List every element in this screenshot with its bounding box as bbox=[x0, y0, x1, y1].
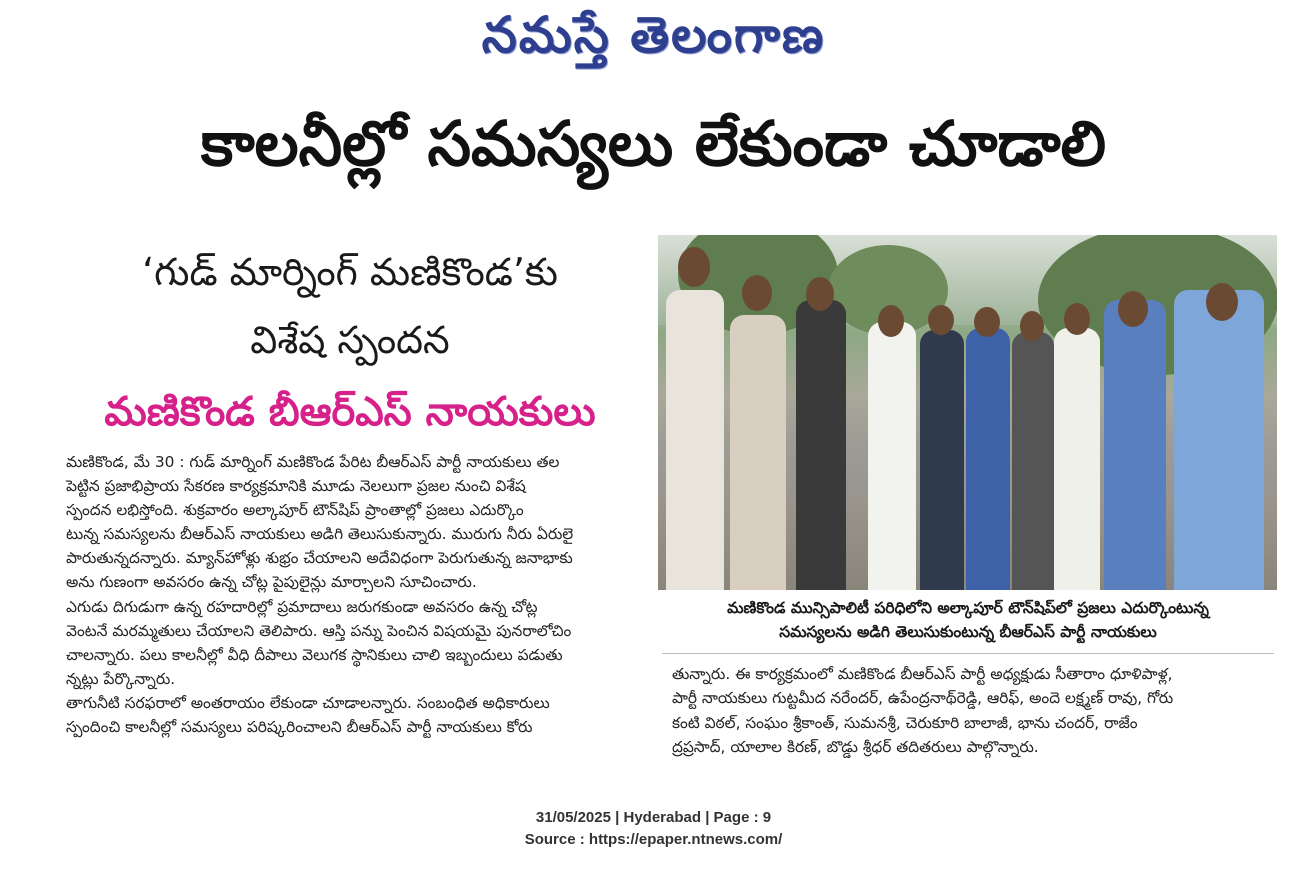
caption-divider bbox=[662, 653, 1274, 654]
article-headline: కాలనీల్లో సమస్యలు లేకుండా చూడాలి bbox=[200, 107, 1107, 180]
photo-person bbox=[666, 290, 724, 590]
photo-person bbox=[868, 322, 916, 590]
photo-person-head bbox=[928, 305, 954, 335]
body-line: తాగునీటి సరఫరాలో అంతరాయం లేకుండా చూడాలన్నారు. సంబంధిత అధికారులు bbox=[66, 693, 550, 712]
body-line: స్పందన లభిస్తోంది. శుక్రవారం అల్కాపూర్ టౌన్‌షిప్ ప్రాంతాల్లో ప్రజలు ఎదుర్కొం bbox=[66, 501, 524, 520]
photo-person-head bbox=[1064, 303, 1090, 335]
photo-person bbox=[920, 330, 964, 590]
body-line: ద్రప్రసాద్, యాలాల కిరణ్, బొడ్డు శ్రీధర్ తదితరులు పాల్గొన్నారు. bbox=[672, 738, 1039, 757]
photo-person-head bbox=[678, 247, 710, 287]
page-footer bbox=[0, 807, 1307, 851]
article-kicker: మణికొండ బీఆర్ఎస్ నాయకులు bbox=[104, 389, 596, 435]
photo-person-head bbox=[878, 305, 904, 337]
body-line: చాలన్నారు. పలు కాలనీల్లో వీధి దీపాలు వెలుగక స్థానికులు చాలి ఇబ్బందులు పడుతు bbox=[66, 645, 563, 664]
body-line: న్నట్లు పేర్కొన్నారు. bbox=[66, 669, 176, 688]
photo-person bbox=[1012, 332, 1054, 590]
photo-person bbox=[1174, 290, 1264, 590]
article-body-left-column bbox=[66, 450, 650, 739]
group-photo bbox=[658, 235, 1277, 590]
photo-person bbox=[796, 300, 846, 590]
footer-source: Source : https://epaper.ntnews.com/ bbox=[524, 831, 783, 848]
photo-caption bbox=[662, 596, 1274, 644]
body-line: స్పందించి కాలనీల్లో సమస్యలు పరిష్కరించాలని బీఆర్ఎస్ పార్టీ నాయకులు కోరు bbox=[66, 718, 533, 737]
article-subhead-line1: ‘గుడ్ మార్నింగ్ మణికొండ’కు bbox=[142, 250, 558, 294]
body-line: కంటి విఠల్, సంఘం శ్రీకాంత్, సుమనశ్రీ, చెరుకూరి బాలాజీ, భాను చందర్, రాజేం bbox=[672, 713, 1138, 732]
caption-line: మణికొండ మున్సిపాలిటీ పరిధిలోని అల్కాపూర్ టౌన్‌షిప్‌లో ప్రజలు ఎదుర్కొంటున్న bbox=[727, 599, 1209, 617]
body-line: అను గుణంగా అవసరం ఉన్న చోట్ల పైపులైన్లు మార్చాలని సూచించారు. bbox=[66, 573, 477, 592]
caption-line: సమస్యలను అడిగి తెలుసుకుంటున్న బీఆర్ఎస్ పార్టీ నాయకులు bbox=[779, 623, 1157, 641]
photo-person bbox=[730, 315, 786, 590]
photo-person bbox=[1054, 328, 1100, 590]
footer-dateline: 31/05/2025 | Hyderabad | Page : 9 bbox=[535, 809, 772, 826]
body-line: పారుతున్నదన్నారు. మ్యాన్‌హోళ్లు శుభ్రం చేయాలని అదేవిధంగా పెరుగుతున్న జనాభాకు bbox=[66, 549, 573, 568]
newspaper-masthead: నమస్తే తెలంగాణ bbox=[481, 6, 826, 64]
body-line: మణికొండ, మే 30 : గుడ్ మార్నింగ్ మణికొండ పేరిట బీఆర్ఎస్ పార్టీ నాయకులు తల bbox=[66, 453, 560, 471]
body-line: పెట్టిన ప్రజాభిప్రాయ సేకరణ కార్యక్రమానికి మూడు నెలలుగా ప్రజల నుంచి విశేష bbox=[66, 477, 526, 496]
photo-person bbox=[966, 328, 1010, 590]
body-line: వెంటనే మరమ్మతులు చేయాలని తెలిపారు. ఆస్తి పన్ను పెంచిన విషయమై పునరాలోచిం bbox=[66, 621, 572, 640]
photo-person-head bbox=[742, 275, 772, 311]
photo-person bbox=[1104, 300, 1166, 590]
article-body-right-column bbox=[672, 662, 1274, 760]
body-line: టున్న సమస్యలను బీఆర్ఎస్ నాయకులు అడిగి తెలుసుకున్నారు. మురుగు నీరు ఏరులై bbox=[66, 525, 574, 544]
body-line: ఎగుడు దిగుడుగా ఉన్న రహదారిల్లో ప్రమాదాలు జరుగకుండా అవసరం ఉన్న చోట్ల bbox=[66, 597, 538, 616]
photo-person-head bbox=[1020, 311, 1044, 341]
photo-person-head bbox=[806, 277, 834, 311]
body-line: పార్టీ నాయకులు గుట్టమీద నరేందర్, ఉపేంద్రనాథ్‌రెడ్డి, ఆరిఫ్, అందె లక్ష్మణ్ రావు, గోరు bbox=[672, 689, 1174, 708]
photo-person-head bbox=[1118, 291, 1148, 327]
article-subhead-line2: విశేష స్పందన bbox=[250, 318, 450, 362]
photo-person-head bbox=[974, 307, 1000, 337]
photo-person-head bbox=[1206, 283, 1238, 321]
body-line: తున్నారు. ఈ కార్యక్రమంలో మణికొండ బీఆర్ఎస్ పార్టీ అధ్యక్షుడు సీతారాం ధూళిపాళ్ల, bbox=[672, 665, 1173, 683]
